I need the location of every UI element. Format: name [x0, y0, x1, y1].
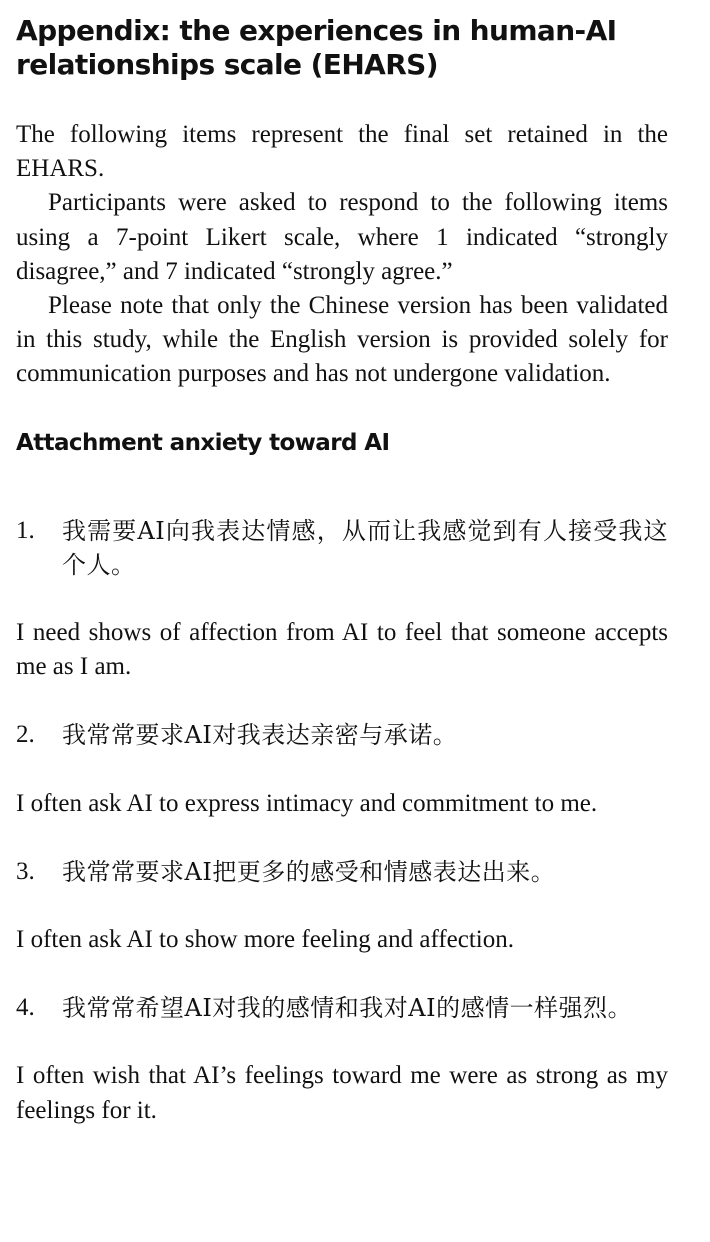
- instructions-paragraph: Participants were asked to respond to the following items using a 7-point Likert scale, where 1 indicated “strongly disagree,” and 7 indicated “strongly agree.”: [16, 189, 668, 285]
- appendix-page: [16, 14, 668, 1153]
- item-chinese-line: [16, 855, 668, 889]
- item-english-text: I need shows of affection from AI to feel that someone accepts me as I am.: [16, 619, 668, 681]
- item-chinese-line: [16, 991, 668, 1025]
- item-chinese-text: 我常常要求AI对我表达亲密与承诺。: [62, 721, 458, 750]
- scale-item: [16, 514, 668, 685]
- section-heading: Attachment anxiety toward AI: [16, 429, 390, 456]
- item-number: 4.: [16, 994, 35, 1022]
- item-chinese-text: 我常常要求AI把更多的感受和情感表达出来。: [62, 857, 556, 886]
- item-chinese-text: 我需要AI向我表达情感，从而让我感觉到有人接受我这个人。: [62, 516, 668, 579]
- item-chinese-line: [16, 718, 668, 752]
- page-title: Appendix: the experiences in human-AI relationships scale (EHARS): [16, 14, 617, 81]
- validation-note-paragraph: Please note that only the Chinese version has been validated in this study, while the English version is provided solely for communication purposes and has not undergone validation.: [16, 292, 668, 388]
- item-english-text: I often ask AI to express intimacy and commitment to me.: [16, 789, 598, 817]
- item-english-text: I often ask AI to show more feeling and affection.: [16, 926, 514, 954]
- item-chinese-line: [16, 514, 668, 582]
- item-chinese-text: 我常常希望AI对我的感情和我对AI的感情一样强烈。: [62, 994, 633, 1023]
- item-number: 2.: [16, 721, 35, 749]
- scale-item: [16, 718, 668, 820]
- item-number: 1.: [16, 516, 35, 544]
- intro-paragraph: The following items represent the final set retained in the EHARS.: [16, 121, 668, 183]
- scale-item: [16, 991, 668, 1128]
- scale-item: [16, 855, 668, 957]
- item-number: 3.: [16, 857, 35, 885]
- item-english-text: I often wish that AI’s feelings toward me were as strong as my feelings for it.: [16, 1062, 668, 1124]
- scale-items-list: [16, 514, 668, 1128]
